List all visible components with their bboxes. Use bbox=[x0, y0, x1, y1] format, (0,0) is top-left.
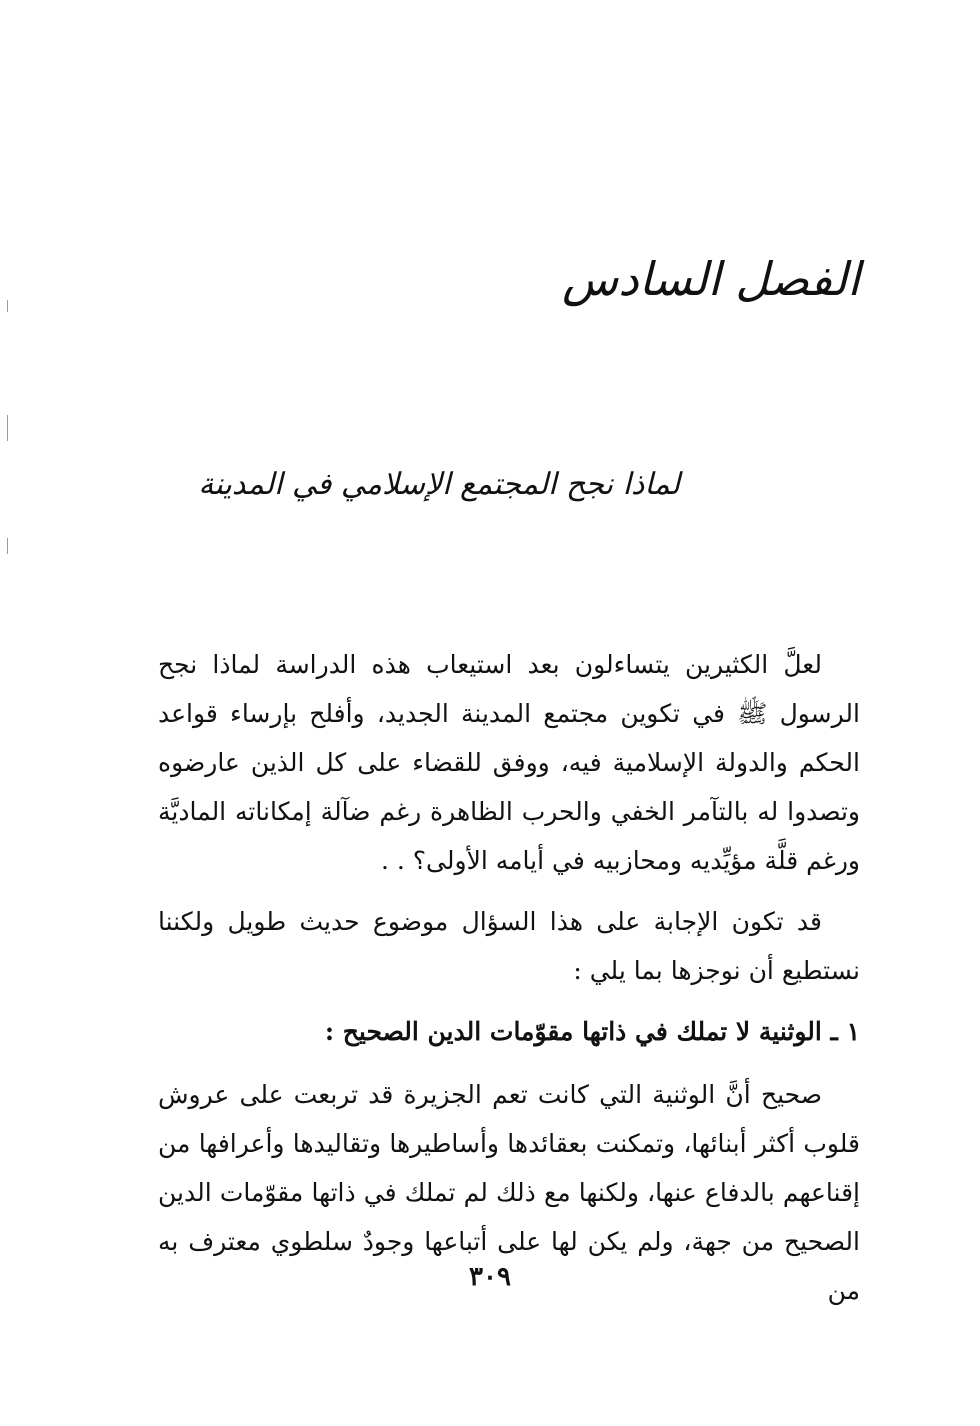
body-text bbox=[158, 640, 860, 1327]
margin-mark-middle bbox=[7, 415, 8, 441]
paragraph-intro: لعلَّ الكثيرين يتساءلون بعد استيعاب هذه الدراسة لماذا نجح الرسول ﷺ في تكوين مجتمع المدينة الجديد، وأفلح بإرساء قواعد الحكم والدولة الإسلامية فيه، ووفق للقضاء على كل الذين عارضوه وتصدوا له بالتآمر الخفي والحرب الظاهرة رغم ضآلة إمكاناته الماديَّة ورغم قلَّة مؤيِّديه ومحازبيه في أيامه الأولى؟ . . bbox=[158, 650, 860, 875]
section-title: لماذا نجح المجتمع الإسلامي في المدينة bbox=[198, 467, 680, 502]
subheading-paganism: ١ ـ الوثنية لا تملك في ذاتها مقوّمات الدين الصحيح : bbox=[324, 1017, 860, 1046]
paragraph-paganism: صحيح أنَّ الوثنية التي كانت تعم الجزيرة قد تربعت على عروش قلوب أكثر أبنائها، وتمكنت بعقائدها وأساطيرها وتقاليدها وأعرافها من إقناعهم بالدفاع عنها، ولكنها مع ذلك لم تملك في ذاتها مقوّمات الدين الصحيح من جهة، ولم يكن لها على أتباعها وجودٌ سلطوي معترف به من bbox=[158, 1080, 860, 1305]
paragraph-answer: قد تكون الإجابة على هذا السؤال موضوع حديث طويل ولكننا نستطيع أن نوجزها بما يلي : bbox=[158, 907, 860, 985]
margin-mark-top bbox=[7, 300, 8, 312]
chapter-title: الفصل السادس bbox=[562, 252, 860, 306]
page-number: ٣٠٩ bbox=[469, 1262, 511, 1292]
margin-mark-lower bbox=[7, 538, 8, 554]
